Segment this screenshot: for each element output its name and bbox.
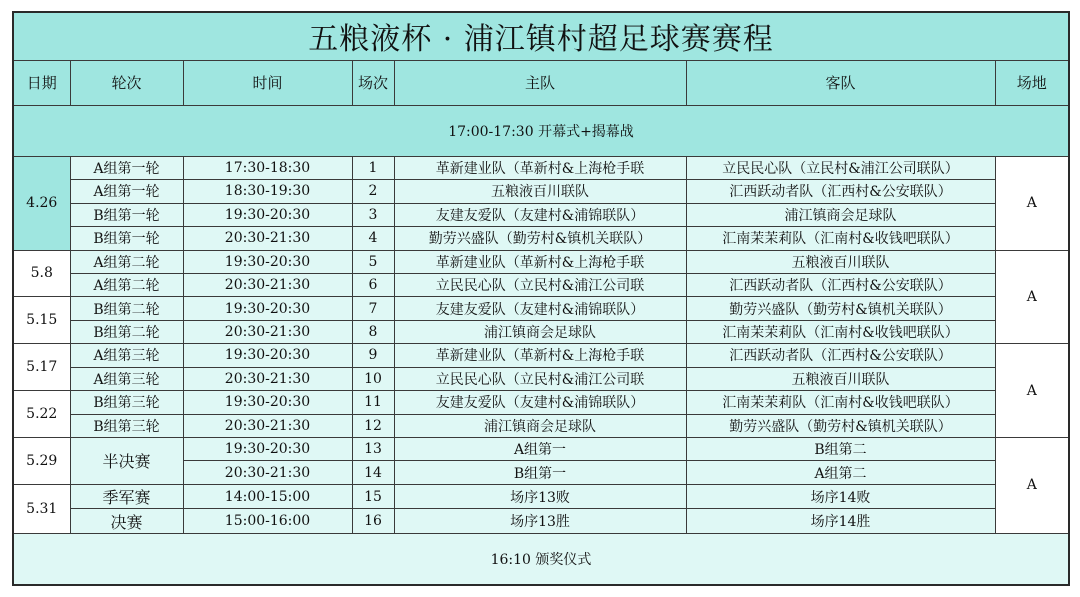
time-cell: 19:30-20:30 (183, 203, 352, 226)
venue-cell: A (995, 344, 1069, 438)
table-row (13, 320, 1069, 343)
round-cell: A组第三轮 (70, 344, 183, 367)
match-no-cell: 10 (352, 367, 394, 390)
home-team-cell: 友建友爱队（友建村&浦锦联队） (394, 391, 686, 414)
match-no-cell: 8 (352, 320, 394, 343)
home-team-cell: 浦江镇商会足球队 (394, 414, 686, 437)
home-team-cell: 友建友爱队（友建村&浦锦联队） (394, 203, 686, 226)
home-team-cell: 五粮液百川联队 (394, 180, 686, 203)
page-title: 五粮液杯 · 浦江镇村超足球赛赛程 (13, 12, 1069, 60)
col-header-round: 轮次 (70, 60, 183, 105)
away-team-cell: 勤劳兴盛队（勤劳村&镇机关联队） (686, 414, 995, 437)
away-team-cell: 汇西跃动者队（汇西村&公安联队） (686, 273, 995, 296)
match-no-cell: 9 (352, 344, 394, 367)
table-row (13, 297, 1069, 320)
date-cell: 5.31 (13, 484, 70, 533)
away-team-cell: 立民民心队（立民村&浦江公司联队） (686, 156, 995, 179)
match-no-cell: 6 (352, 273, 394, 296)
round-cell: B组第一轮 (70, 203, 183, 226)
round-cell: B组第三轮 (70, 414, 183, 437)
match-no-cell: 1 (352, 156, 394, 179)
round-cell: 季军赛 (70, 484, 183, 508)
table-row (13, 156, 1069, 179)
venue-cell: A (995, 438, 1069, 534)
col-header-time: 时间 (183, 60, 352, 105)
col-header-venue: 场地 (995, 60, 1069, 105)
round-cell: B组第二轮 (70, 297, 183, 320)
award-ceremony-row: 16:10 颁奖仪式 (13, 533, 1069, 585)
table-row (13, 180, 1069, 203)
match-no-cell: 12 (352, 414, 394, 437)
home-team-cell: 友建友爱队（友建村&浦锦联队） (394, 297, 686, 320)
home-team-cell: 场序13败 (394, 484, 686, 508)
round-cell-semifinal: 半决赛 (70, 438, 183, 485)
round-cell: A组第二轮 (70, 250, 183, 273)
match-no-cell: 13 (352, 438, 394, 461)
col-header-away: 客队 (686, 60, 995, 105)
col-header-home: 主队 (394, 60, 686, 105)
date-cell: 5.17 (13, 344, 70, 391)
date-cell: 4.26 (13, 156, 70, 250)
match-no-cell: 4 (352, 227, 394, 250)
date-cell: 5.8 (13, 250, 70, 297)
away-team-cell: 场序14败 (686, 484, 995, 508)
opening-ceremony-row: 17:00-17:30 开幕式+揭幕战 (13, 105, 1069, 156)
time-cell: 19:30-20:30 (183, 250, 352, 273)
away-team-cell: 汇南茉茉莉队（汇南村&收钱吧联队） (686, 320, 995, 343)
table-row (13, 367, 1069, 390)
round-cell: A组第一轮 (70, 180, 183, 203)
table-row (13, 484, 1069, 508)
round-cell: A组第一轮 (70, 156, 183, 179)
time-cell: 19:30-20:30 (183, 297, 352, 320)
time-cell: 20:30-21:30 (183, 227, 352, 250)
date-cell: 5.15 (13, 297, 70, 344)
home-team-cell: B组第一 (394, 461, 686, 484)
time-cell: 20:30-21:30 (183, 320, 352, 343)
table-row (13, 438, 1069, 461)
match-no-cell: 15 (352, 484, 394, 508)
venue-cell: A (995, 156, 1069, 250)
away-team-cell: 汇南茉茉莉队（汇南村&收钱吧联队） (686, 391, 995, 414)
away-team-cell: 汇西跃动者队（汇西村&公安联队） (686, 344, 995, 367)
away-team-cell: 汇西跃动者队（汇西村&公安联队） (686, 180, 995, 203)
match-no-cell: 14 (352, 461, 394, 484)
away-team-cell: 浦江镇商会足球队 (686, 203, 995, 226)
match-no-cell: 2 (352, 180, 394, 203)
date-cell: 5.22 (13, 391, 70, 438)
away-team-cell: 场序14胜 (686, 509, 995, 533)
away-team-cell: 勤劳兴盛队（勤劳村&镇机关联队） (686, 297, 995, 320)
match-no-cell: 5 (352, 250, 394, 273)
table-row (13, 227, 1069, 250)
time-cell: 14:00-15:00 (183, 484, 352, 508)
time-cell: 20:30-21:30 (183, 461, 352, 484)
home-team-cell: 革新建业队（革新村&上海枪手联 (394, 156, 686, 179)
away-team-cell: 五粮液百川联队 (686, 367, 995, 390)
away-team-cell: 汇南茉茉莉队（汇南村&收钱吧联队） (686, 227, 995, 250)
round-cell: B组第三轮 (70, 391, 183, 414)
time-cell: 20:30-21:30 (183, 367, 352, 390)
table-row (13, 414, 1069, 437)
home-team-cell: 场序13胜 (394, 509, 686, 533)
away-team-cell: 五粮液百川联队 (686, 250, 995, 273)
home-team-cell: 立民民心队（立民村&浦江公司联 (394, 367, 686, 390)
table-row (13, 391, 1069, 414)
home-team-cell: 革新建业队（革新村&上海枪手联 (394, 344, 686, 367)
col-header-match-no: 场次 (352, 60, 394, 105)
round-cell: 决赛 (70, 509, 183, 533)
home-team-cell: 革新建业队（革新村&上海枪手联 (394, 250, 686, 273)
round-cell: B组第二轮 (70, 320, 183, 343)
match-no-cell: 3 (352, 203, 394, 226)
home-team-cell: 勤劳兴盛队（勤劳村&镇机关联队） (394, 227, 686, 250)
away-team-cell: A组第二 (686, 461, 995, 484)
schedule-table (12, 11, 1070, 586)
time-cell: 20:30-21:30 (183, 273, 352, 296)
venue-cell: A (995, 250, 1069, 344)
round-cell: A组第三轮 (70, 367, 183, 390)
table-row (13, 203, 1069, 226)
match-no-cell: 11 (352, 391, 394, 414)
col-header-date: 日期 (13, 60, 70, 105)
match-no-cell: 16 (352, 509, 394, 533)
home-team-cell: 立民民心队（立民村&浦江公司联 (394, 273, 686, 296)
home-team-cell: A组第一 (394, 438, 686, 461)
time-cell: 15:00-16:00 (183, 509, 352, 533)
table-row (13, 273, 1069, 296)
round-cell: A组第二轮 (70, 273, 183, 296)
time-cell: 18:30-19:30 (183, 180, 352, 203)
table-row (13, 509, 1069, 533)
time-cell: 20:30-21:30 (183, 414, 352, 437)
time-cell: 17:30-18:30 (183, 156, 352, 179)
home-team-cell: 浦江镇商会足球队 (394, 320, 686, 343)
date-cell: 5.29 (13, 438, 70, 485)
away-team-cell: B组第二 (686, 438, 995, 461)
table-row (13, 250, 1069, 273)
match-no-cell: 7 (352, 297, 394, 320)
time-cell: 19:30-20:30 (183, 438, 352, 461)
table-row (13, 344, 1069, 367)
time-cell: 19:30-20:30 (183, 391, 352, 414)
round-cell: B组第一轮 (70, 227, 183, 250)
time-cell: 19:30-20:30 (183, 344, 352, 367)
header-row (13, 60, 1069, 105)
